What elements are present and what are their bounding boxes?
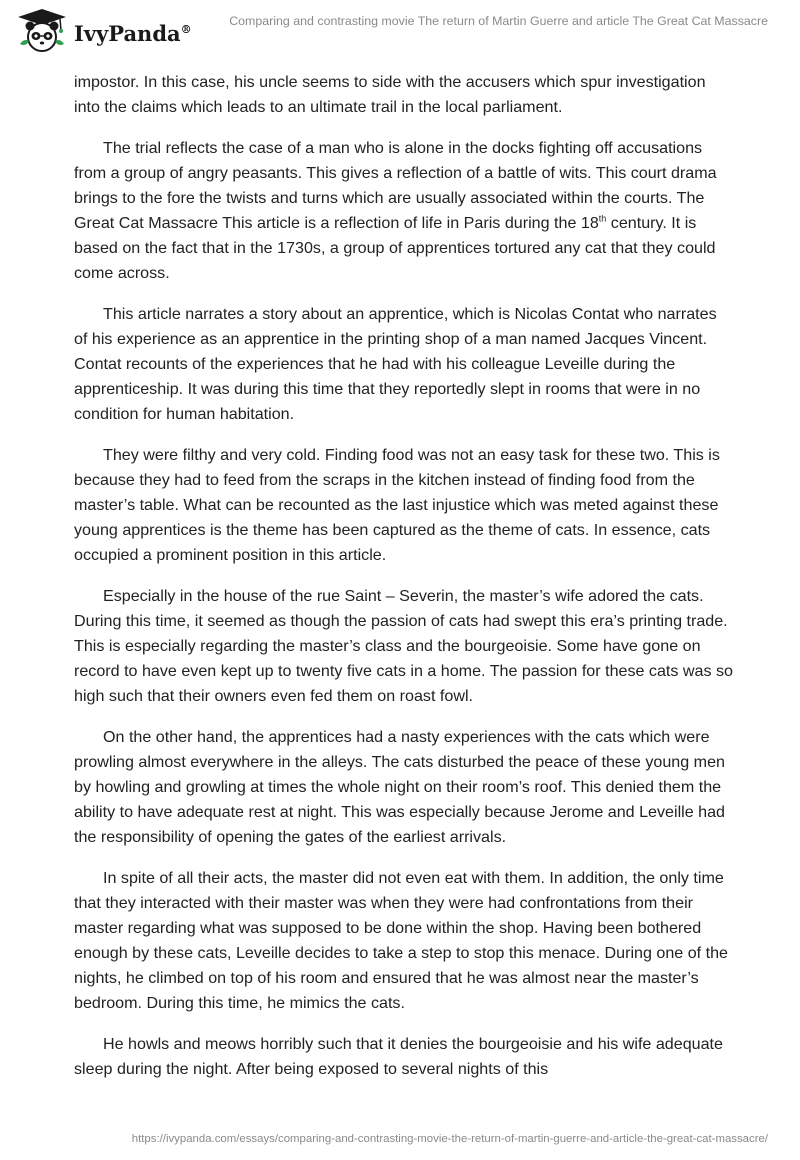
essay-body: [74, 70, 734, 1098]
paragraph: They were filthy and very cold. Finding food was not an easy task for these two. This is because they had to feed from the scraps in the kitchen instead of finding food from the master’s table. What can be recounted as the last injustice which was meted against these young apprentices is the theme has been captured as the theme of cats. In essence, cats occupied a prominent position in this article.: [74, 446, 720, 564]
paragraph: This article narrates a story about an apprentice, which is Nicolas Contat who narrates of his experience as an apprentice in the printing shop of a man named Jacques Vincent. Contat recounts of the experiences that he had with his colleague Leveille during the apprenticeship. It was during this time that they reportedly slept in rooms that were in no condition for human habitation.: [74, 305, 717, 423]
page-header: [0, 0, 800, 60]
paragraph: On the other hand, the apprentices had a nasty experiences with the cats which were prowling almost everywhere in the alleys. The cats disturbed the peace of these young men by howling and growling at times the whole night on their room’s roof. This denied them the ability to have adequate rest at night. This was especially because Jerome and Leveille had the responsibility of opening the gates of the earliest arrivals.: [74, 728, 726, 846]
panda-graduate-icon: [14, 6, 70, 56]
paragraph: The trial reflects the case of a man who is alone in the docks fighting off accusations from a group of angry peasants. This gives a reflection of a battle of wits. This court drama brings to the fore the twists and turns which are usually associated within the courts. The Great Cat Massacre This article is a reflection of life in Paris during the 18th century. It is based on the fact that in the 1730s, a group of apprentices tortured any cat that they could come across.: [74, 139, 717, 282]
source-url[interactable]: https://ivypanda.com/essays/comparing-and-contrasting-movie-the-return-of-martin-guerre-and-article-the-great-cat-massacre/: [131, 1133, 768, 1145]
paragraph: In spite of all their acts, the master did not even eat with them. In addition, the only time that they interacted with their master was when they were had confrontations from their master regarding what was supposed to be done within the shop. Having been bothered enough by these cats, Leveille decides to take a step to stop this menace. During one of the nights, he climbed on top of his room and ensured that he was almost near the master’s bedroom. During this time, he mimics the cats.: [74, 869, 728, 1012]
paragraph: Especially in the house of the rue Saint – Severin, the master’s wife adored the cats. During this time, it seemed as though the passion of cats had swept this era’s printing trade. This is especially regarding the master’s class and the bourgeoisie. Some have gone on record to have even kept up to twenty five cats in a home. The passion for these cats was so high such that their owners even fed them on roast fowl.: [74, 587, 734, 705]
logo[interactable]: [14, 6, 192, 56]
logo-text: IvyPanda®: [74, 20, 192, 46]
paragraph: impostor. In this case, his uncle seems to side with the accusers which spur investigation into the claims which leads to an ultimate trail in the local parliament.: [74, 73, 706, 116]
document-title: Comparing and contrasting movie The return of Martin Guerre and article The Great Cat Massacre: [229, 14, 768, 28]
paragraph: He howls and meows horribly such that it denies the bourgeoisie and his wife adequate sleep during the night. After being exposed to several nights of this: [74, 1035, 723, 1078]
